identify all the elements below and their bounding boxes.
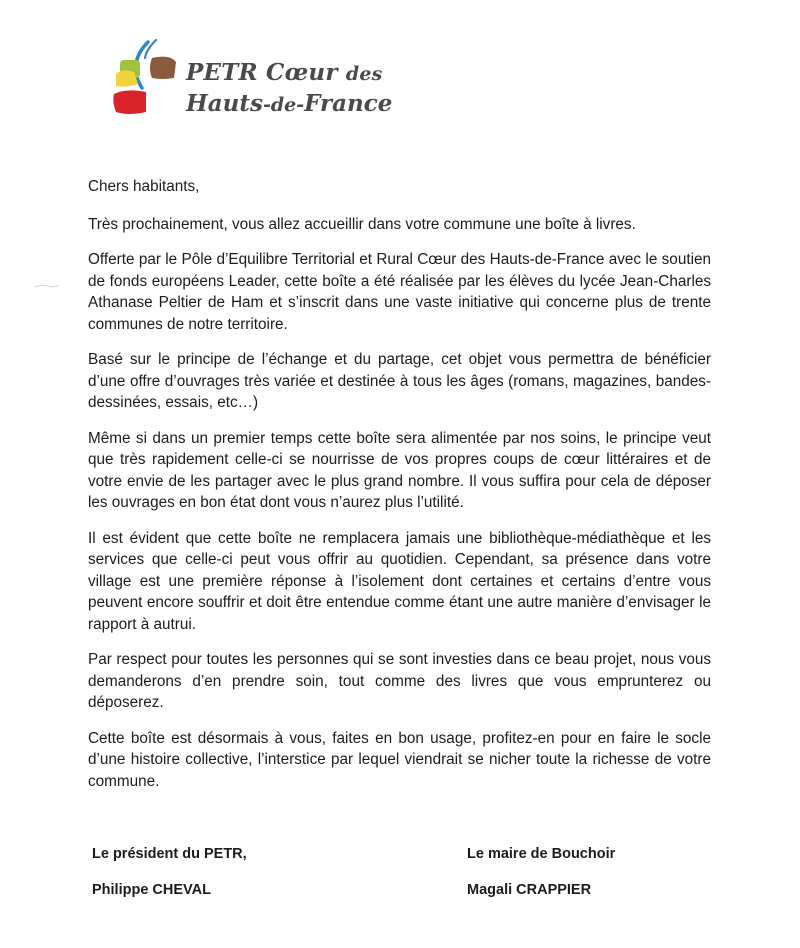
signature-right-title: Le maire de Bouchoir: [467, 846, 616, 862]
petr-logo-mark-icon: [112, 38, 186, 120]
signature-left-name: Philippe CHEVAL: [92, 882, 211, 898]
paragraph-5: Il est évident que cette boîte ne remplacera jamais une bibliothèque-médiathèque et les services que celle-ci peut vous offrir au quotidien. Cependant, sa présence dans votre village est une première réponse à l’isolement dont certaines et certains d’entre vous peuvent encore souffrir et doit être entendue comme étant une autre manière d’envisager le rapport à autrui.: [88, 529, 711, 633]
paragraph-6: Par respect pour toutes les personnes qui se sont investies dans ce beau projet, nous vous demanderons d’en prendre soin, tout comme des livres que vous emprunterez ou déposerez.: [88, 651, 711, 711]
logo-line-2: [186, 89, 392, 120]
logo-line-2-main: Hauts: [186, 90, 263, 117]
petr-logo: [112, 38, 412, 128]
logo-line-2-small: -de-: [262, 94, 305, 116]
paragraph-4: Même si dans un premier temps cette boîte sera alimentée par nos soins, le principe veut que très rapidement celle-ci se nourrisse de vos propres coups de cœur littéraires et de votre envie de les partager avec le plus grand nombre. Il vous suffira pour cela de déposer les ouvrages en bon état dont vous n’aurez plus l’utilité.: [88, 429, 711, 511]
logo-line-2-end: France: [304, 90, 393, 117]
paragraph-7: Cette boîte est désormais à vous, faites en bon usage, profitez-en pour en faire le socle d’une histoire collective, l’interstice par lequel viendrait se nicher toute la richesse de votre commune.: [88, 729, 711, 790]
signature-left-title: Le président du PETR,: [92, 846, 247, 862]
greeting: Chers habitants,: [88, 178, 200, 195]
paragraph-1: Très prochainement, vous allez accueillir dans votre commune une boîte à livres.: [88, 215, 636, 233]
logo-line-1-small: des: [345, 63, 383, 85]
logo-line-1-main: PETR Cœur: [186, 59, 338, 86]
logo-wordmark: [186, 58, 392, 120]
paper-smudge-icon: [34, 283, 60, 289]
paragraph-2: Offerte par le Pôle d’Equilibre Territorial et Rural Cœur des Hauts-de-France avec le soutien de fonds européens Leader, cette boîte a été réalisée par les élèves du lycée Jean-Charles Athanase Peltier de Ham et s’inscrit dans une vaste initiative qui concerne plus de trente communes de notre territoire.: [88, 251, 711, 333]
letter-body: [88, 176, 711, 792]
paragraph-3: Basé sur le principe de l’échange et du partage, cet objet vous permettra de bénéficier d’une offre d’ouvrages très variée et destinée à tous les âges (romans, magazines, bandes-dessinées, essais, etc…): [88, 351, 711, 411]
logo-line-1: [186, 58, 392, 89]
signature-right-name: Magali CRAPPIER: [467, 882, 592, 898]
